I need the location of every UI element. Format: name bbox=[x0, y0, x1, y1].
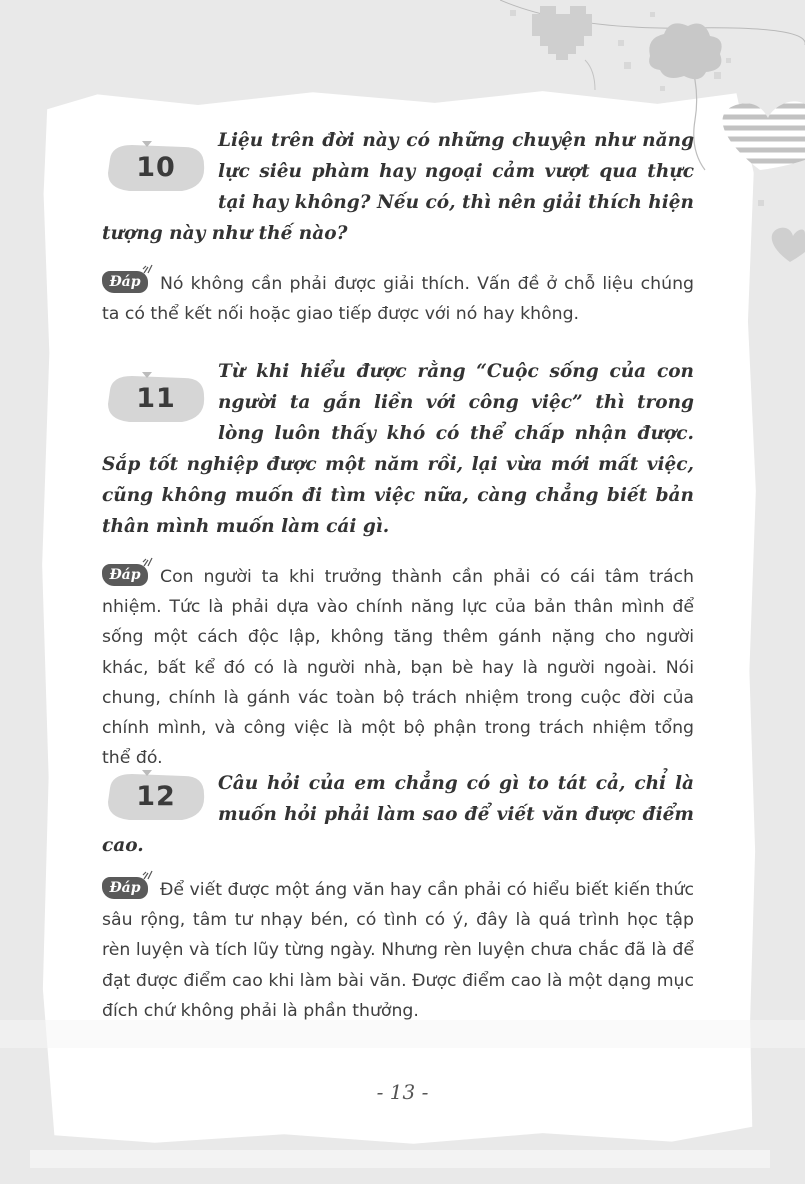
question-text-content: Từ khi hiểu được rằng “Cuộc sống của con người ta gắn liền với công việc” thì trong lòng luôn thấy khó có thể chấp nhận được. Sắp tốt nghiệp được một năm rồi, lại vừa mới mất việc, cũng không muốn đi tìm việc nữa, càng chẳng biết bản thân mình muốn làm cái gì. bbox=[102, 361, 694, 537]
answer-label bbox=[102, 875, 152, 899]
brush-stroke bbox=[30, 1150, 770, 1168]
qa-item-12 bbox=[102, 768, 694, 1026]
qa-item-11 bbox=[102, 356, 694, 773]
qa-item-10 bbox=[102, 125, 694, 329]
answer-label bbox=[102, 269, 152, 293]
question-number: 11 bbox=[136, 383, 176, 414]
question-text-content: Liệu trên đời này có những chuyện như năng lực siêu phàm hay ngoại cảm vượt qua thực tại hay không? Nếu có, thì nên giải thích hiện tượng này như thế nào? bbox=[102, 130, 694, 244]
question-number: 12 bbox=[136, 781, 176, 812]
answer-label-text: Đáp bbox=[102, 564, 148, 586]
question-number: 10 bbox=[136, 152, 176, 183]
question-number-badge bbox=[102, 370, 210, 428]
answer-text-content: Để viết được một áng văn hay cần phải có hiểu biết kiến thức sâu rộng, tâm tư nhạy bén, có tình có ý, đây là quá trình học tập rèn luyện và tích lũy từng ngày. Nhưng rèn luyện chưa chắc đã là để đạt được điểm cao khi làm bài văn. Được điểm cao là một dạng mục đích chứ không phải là phần thưởng. bbox=[102, 880, 694, 1021]
answer-label-text: Đáp bbox=[102, 271, 148, 293]
question-text-content: Câu hỏi của em chẳng có gì to tát cả, chỉ là muốn hỏi phải làm sao để viết văn được điểm cao. bbox=[102, 773, 694, 856]
page-number: - 13 - bbox=[376, 1080, 429, 1104]
question-number-badge bbox=[102, 139, 210, 197]
answer-label-text: Đáp bbox=[102, 877, 148, 899]
question-number-badge bbox=[102, 768, 210, 826]
answer-text-content: Con người ta khi trưởng thành cần phải có cái tâm trách nhiệm. Tức là phải dựa vào chính năng lực của bản thân mình để sống một cách độc lập, không tăng thêm gánh nặng cho người khác, bất kể đó có là người nhà, bạn bè hay là người ngoài. Nói chung, chính là gánh vác toàn bộ trách nhiệm trong cuộc đời của chính mình, và công việc là một bộ phận trong trách nhiệm tổng thể đó. bbox=[102, 567, 694, 769]
answer-text bbox=[102, 269, 694, 329]
sparkle-icon bbox=[142, 263, 154, 275]
answer-label bbox=[102, 562, 152, 586]
answer-text bbox=[102, 562, 694, 773]
sparkle-icon bbox=[142, 556, 154, 568]
sparkle-icon bbox=[142, 869, 154, 881]
answer-text bbox=[102, 875, 694, 1026]
answer-text-content: Nó không cần phải được giải thích. Vấn đề ở chỗ liệu chúng ta có thể kết nối hoặc giao tiếp được với nó hay không. bbox=[102, 274, 694, 325]
